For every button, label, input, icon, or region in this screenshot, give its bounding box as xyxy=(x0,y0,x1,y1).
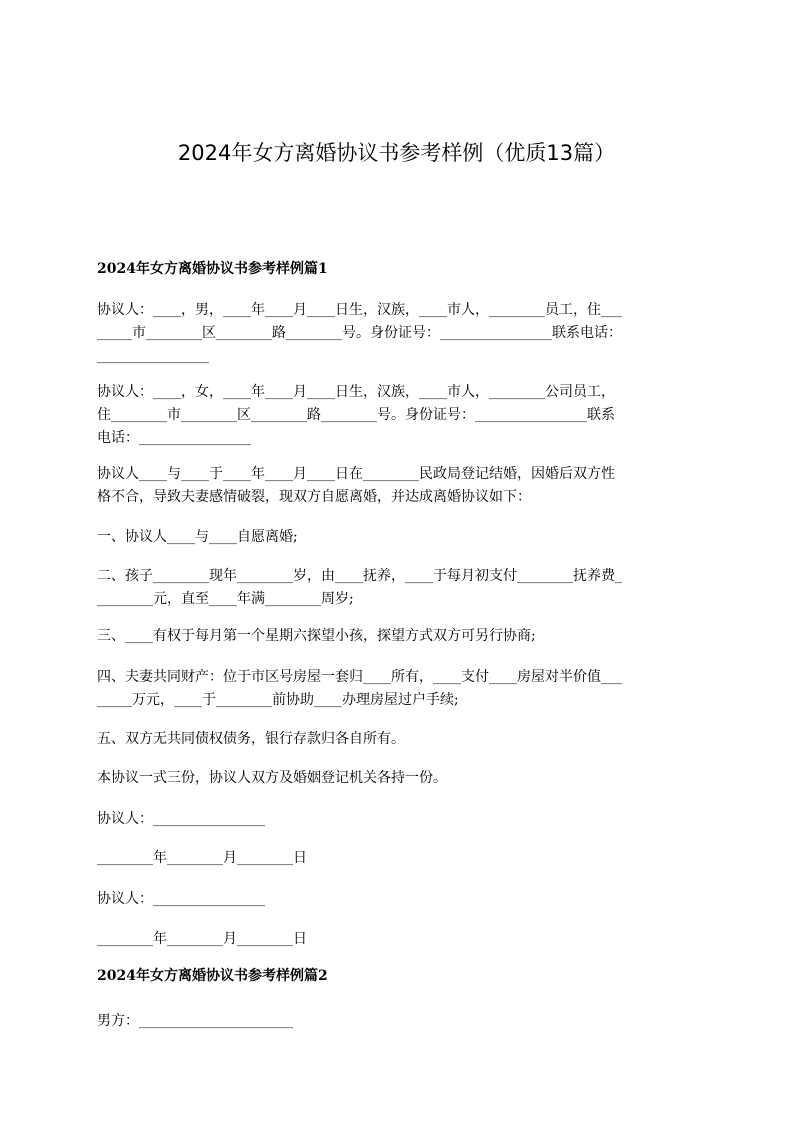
text-line: 协议人：____，女，____年____月____日生，汉族，____市人，________公司员工， xyxy=(97,384,615,400)
text-line: 住________市________区________路________号。身份证号：________________联系 xyxy=(97,407,615,423)
text-line: 格不合，导致夫妻感情破裂，现双方自愿离婚，并达成离婚协议如下： xyxy=(97,489,531,505)
party-2-info xyxy=(97,381,697,450)
text-line: 协议人：____，男，____年____月____日生，汉族，____市人，________员工，住___ xyxy=(97,302,622,318)
text-line: 本协议一式三份，协议人双方及婚姻登记机关各持一份。 xyxy=(97,770,447,786)
document-title: 2024年女方离婚协议书参考样例（优质13篇） xyxy=(177,141,616,165)
text-line: ________年________月________日 xyxy=(97,931,307,947)
text-line: 电话：________________ xyxy=(97,430,251,446)
text-line: _____万元，____于________前协助____办理房屋过户手续; xyxy=(97,692,459,708)
marriage-intro xyxy=(97,463,697,509)
clause-5 xyxy=(97,728,697,751)
date-line-1 xyxy=(97,847,697,870)
copies-note xyxy=(97,767,697,790)
text-line: ________年________月________日 xyxy=(97,850,307,866)
section-heading-1: 2024年女方离婚协议书参考样例篇1 xyxy=(97,261,328,277)
text-line: ________________ xyxy=(97,348,209,364)
text-line: 三、____有权于每月第一个星期六探望小孩，探望方式双方可另行协商; xyxy=(97,628,536,644)
clause-2 xyxy=(97,565,697,611)
party-1-info xyxy=(97,299,697,368)
text-line: ________元，直至____年满________周岁; xyxy=(97,591,354,607)
section-heading-2: 2024年女方离婚协议书参考样例篇2 xyxy=(97,968,328,984)
clause-3 xyxy=(97,625,697,648)
text-line: 二、孩子________现年________岁，由____抚养，____于每月初支付________抚养费_ xyxy=(97,568,622,584)
clause-1 xyxy=(97,526,697,549)
text-line: 协议人：________________ xyxy=(97,811,265,827)
text-line: 五、双方无共同债权债务，银行存款归各自所有。 xyxy=(97,731,405,747)
text-line: 男方：______________________ xyxy=(97,1013,293,1029)
text-line: 四、夫妻共同财产：位于市区号房屋一套归____所有，____支付____房屋对半价值___ xyxy=(97,669,622,685)
clause-4 xyxy=(97,666,697,712)
signature-line-2 xyxy=(97,888,697,911)
text-line: 协议人____与____于____年____月____日在________民政局登记结婚，因婚后双方性 xyxy=(97,466,615,482)
male-party-line xyxy=(97,1010,697,1033)
date-line-2 xyxy=(97,928,697,951)
text-line: 一、协议人____与____自愿离婚; xyxy=(97,529,298,545)
text-line: _____市________区________路________号。身份证号：________________联系电话： xyxy=(97,325,622,341)
text-line: 协议人：________________ xyxy=(97,891,265,907)
signature-line-1 xyxy=(97,808,697,831)
